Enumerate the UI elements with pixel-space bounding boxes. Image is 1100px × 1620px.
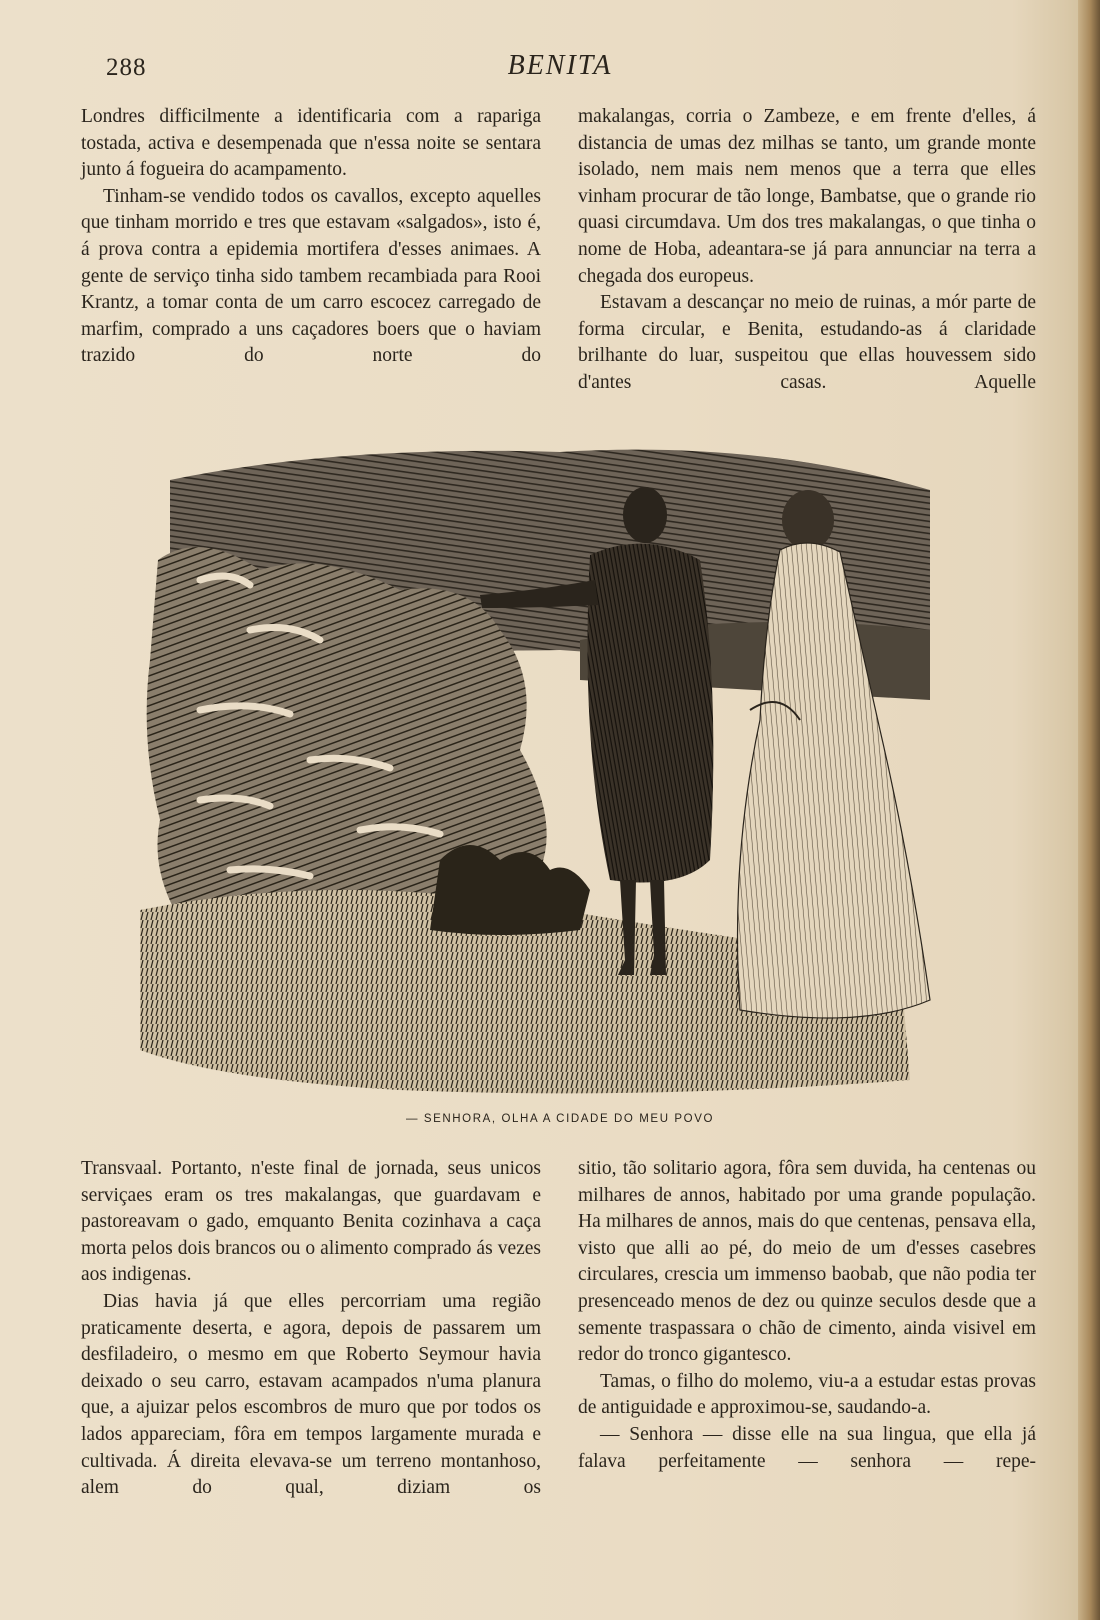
text-column-top-right [578, 104, 1036, 397]
bushes [430, 845, 590, 935]
paragraph: makalangas, corria o Zambeze, e em frente d'elles, á distancia de umas dez milhas se tanto, um grande monte isolado, nem mais nem menos que a terra que elles vinham procurar de tão longe, Bambatse, que o grande rio quasi circumdava. Um dos tres makalangas, o que tinha o nome de Hoba, adeantara-se já para annunciar na terra a chegada dos europeus. [578, 106, 1036, 287]
paragraph: Estavam a descançar no meio de ruinas, a mór parte de forma circular, e Benita, estudando-as á claridade brilhante do luar, suspeitou que ellas houvessem sido d'antes casas. Aquelle [578, 292, 1036, 393]
illustration-caption: — SENHORA, OLHA A CIDADE DO MEU POVO [405, 1113, 715, 1125]
page-number: 288 [106, 54, 147, 81]
paragraph: — Senhora — disse elle na sua lingua, que ella já falava perfeitamente — senhora — repe- [578, 1423, 1036, 1472]
paragraph: Dias havia já que elles percorriam uma região praticamente deserta, e agora, depois de passarem um desfiladeiro, o mesmo em que Roberto Seymour havia deixado o seu carro, estavam acampados n'uma planura que, a ajuizar pelos escombros de muro que por todos os lados appareciam, fôra em tempos largamente murada e cultivada. Á direita elevava-se um terreno montanhoso, alem do qual, diziam os [81, 1290, 541, 1499]
text-column-top-left [81, 104, 541, 370]
engraving-illustration [140, 440, 980, 1100]
paragraph: Tinham-se vendido todos os cavallos, excepto aquelles que tinham morrido e tres que estavam «salgados», isto é, á prova contra a epidemia mortifera d'esses animaes. A gente de serviço tinha sido tambem recambiada para Rooi Krantz, a tomar conta de um carro escocez carregado de marfim, comprado a uns caçadores boers que o haviam trazido do norte do [81, 185, 541, 367]
page-header [80, 50, 1040, 90]
paragraph: sitio, tão solitario agora, fôra sem duvida, ha centenas ou milhares de annos, habitado por uma grande população. Ha milhares de annos, mais do que centenas, pensava ella, visto que alli ao pé, do meio de um d'esses casebres circulares, crescia um immenso baobab, que não podia ter presenceado menos de dez ou quinze seculos desde que a semente traspassara o chão de cimento, ainda visivel em redor do tronco gigantesco. [578, 1158, 1036, 1366]
paragraph: Tamas, o filho do molemo, viu-a a estudar estas provas de antiguidade e approximou-se, saudando-a. [578, 1370, 1036, 1419]
paragraph: Londres difficilmente a identificaria com a rapariga tostada, activa e desempenada que n'essa noite se sentara junto á fogueira do acampamento. [81, 106, 541, 181]
paragraph: Transvaal. Portanto, n'este final de jornada, seus unicos serviçaes eram os tres makalangas, que guardavam e pastoreavam o gado, emquanto Benita cozinhava a caça morta pelos dois brancos ou o alimento comprado ás vezes aos indigenas. [81, 1158, 541, 1286]
running-title: BENITA [507, 50, 613, 81]
text-column-bottom-right [578, 1156, 1036, 1475]
book-spine-edge [1078, 0, 1100, 1620]
text-column-bottom-left [81, 1156, 541, 1502]
